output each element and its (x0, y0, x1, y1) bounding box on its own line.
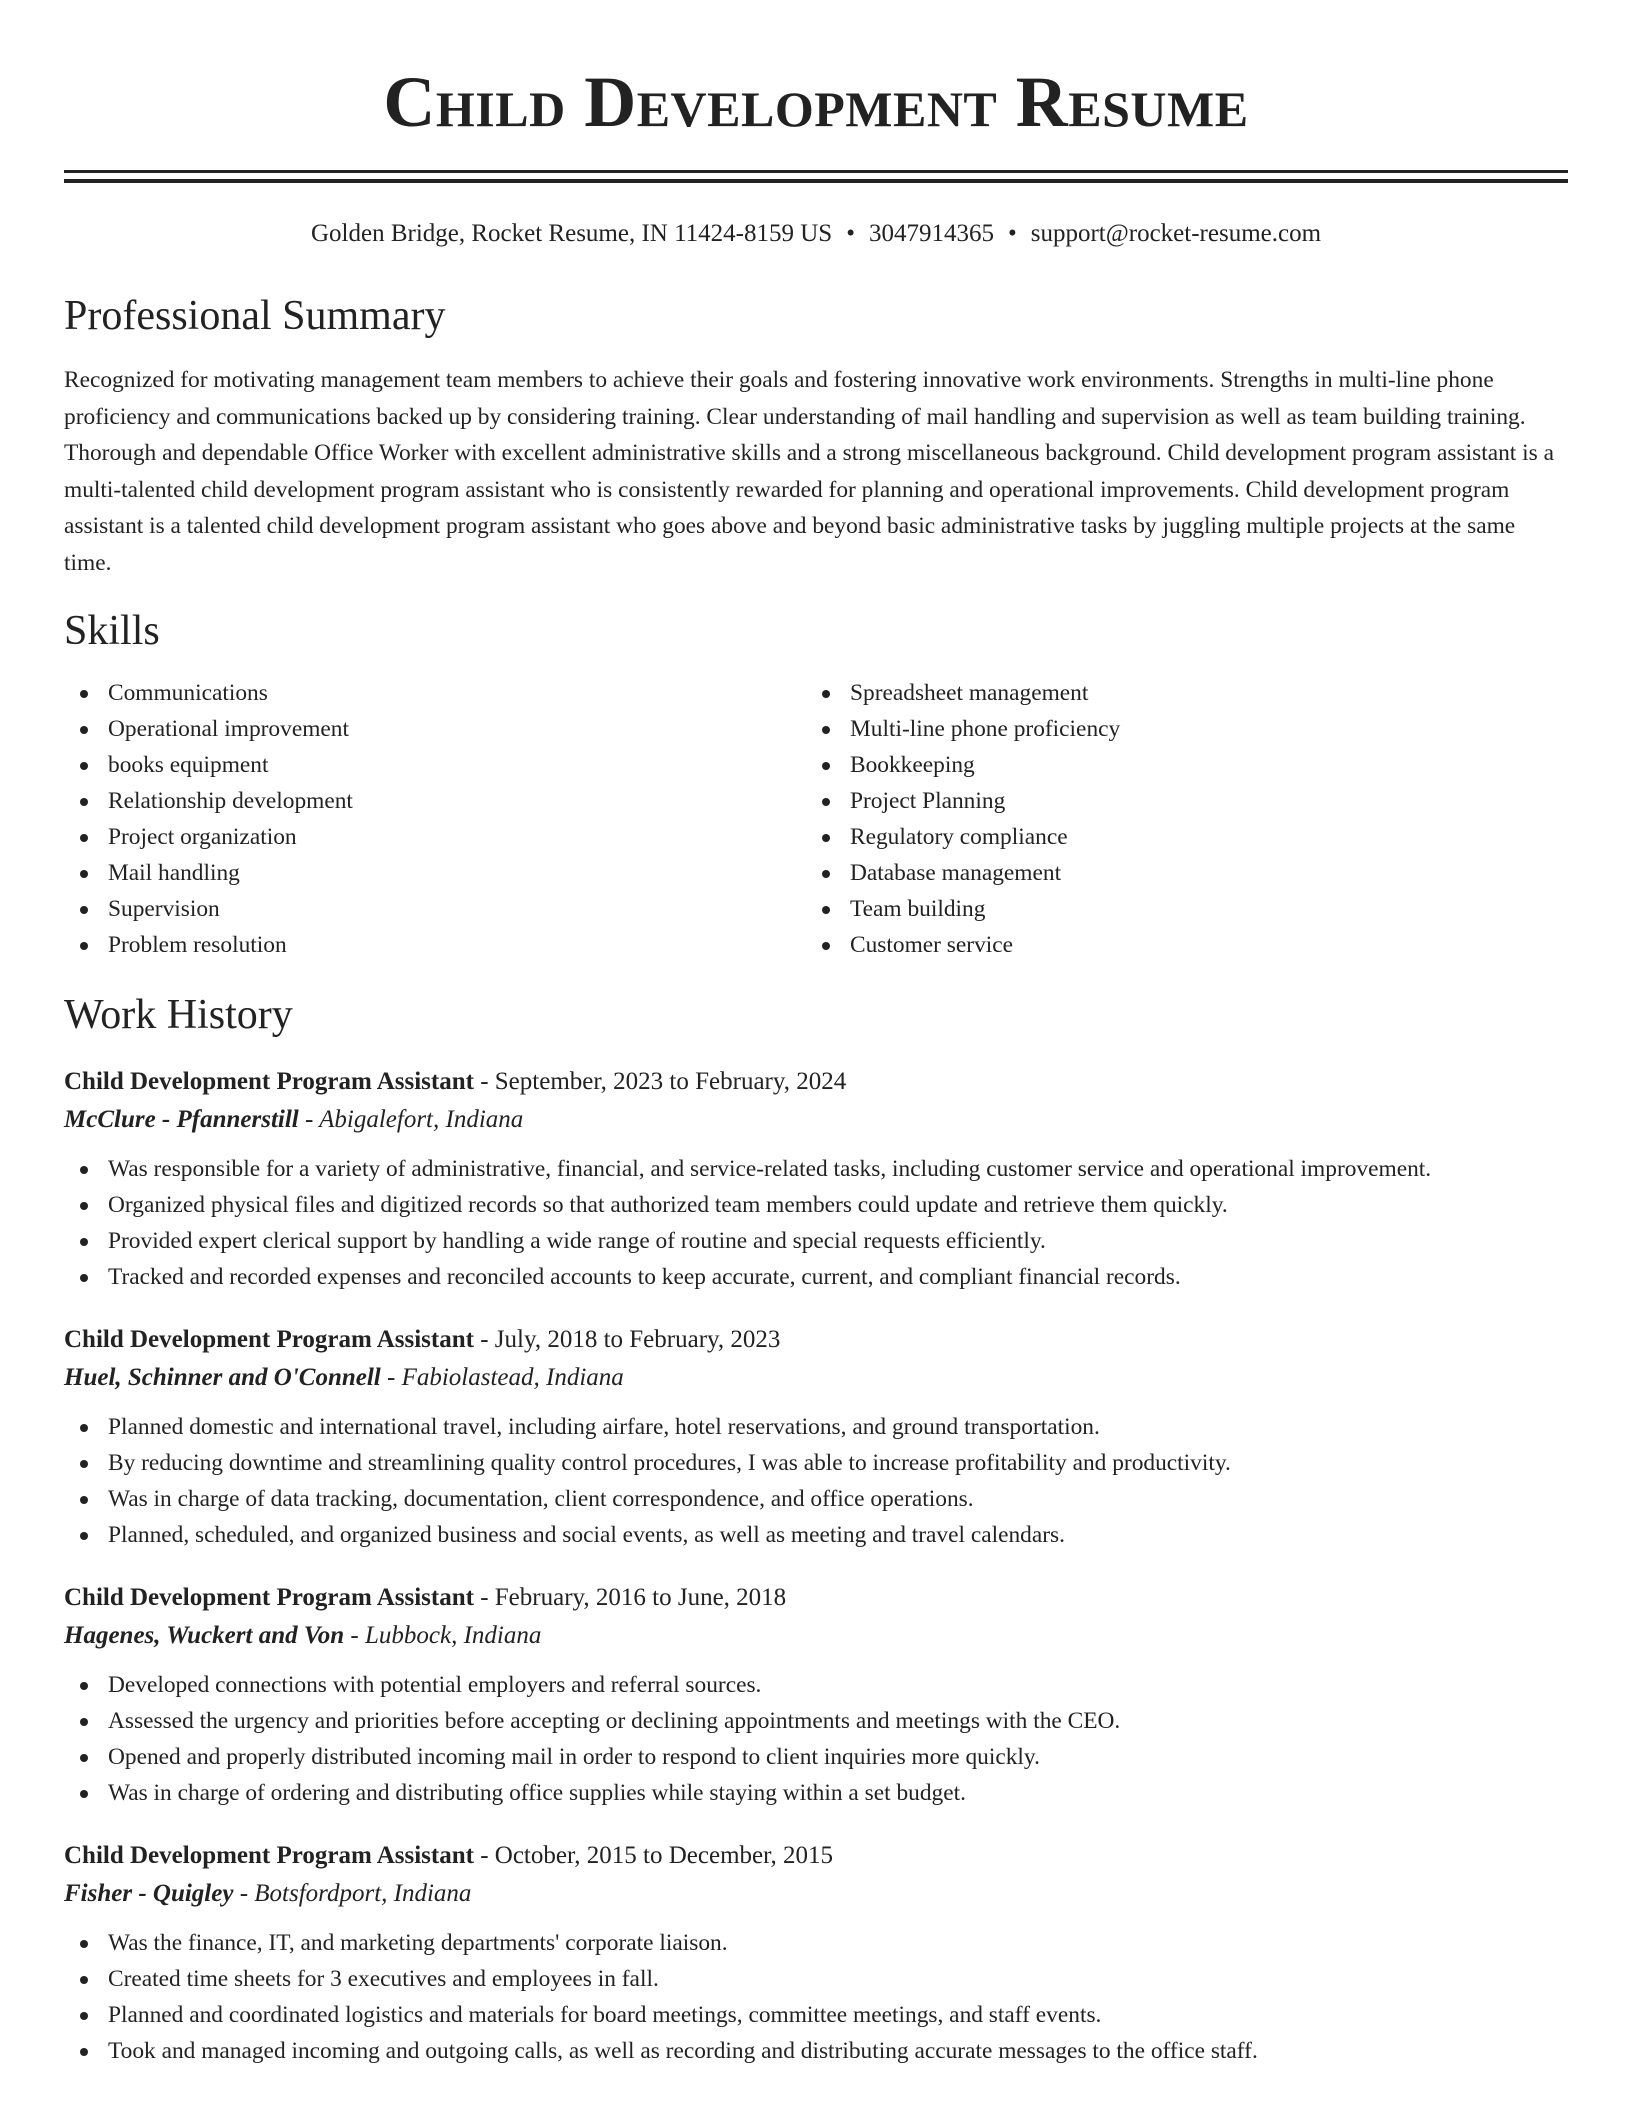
skill-item: Customer service (806, 927, 1548, 963)
skill-item: Project organization (64, 819, 806, 855)
job-location: - Botsfordport, Indiana (239, 1880, 472, 1907)
job-title: Child Development Program Assistant (64, 1842, 474, 1869)
job-title: Child Development Program Assistant (64, 1326, 474, 1353)
job-company-line (64, 1359, 1568, 1397)
job-company: McClure - Pfannerstill (64, 1106, 299, 1133)
job-company: Fisher - Quigley (64, 1880, 234, 1907)
resume-page (64, 0, 1568, 2069)
job-bullet: By reducing downtime and streamlining quality control procedures, I was able to increase profitability and productivity. (64, 1445, 1568, 1481)
job-dates: - July, 2018 to February, 2023 (480, 1326, 781, 1353)
job-company-line (64, 1617, 1568, 1655)
job-bullet: Assessed the urgency and priorities before accepting or declining appointments and meetings with the CEO. (64, 1703, 1568, 1739)
skill-item: Project Planning (806, 783, 1548, 819)
job-bullets (64, 1409, 1568, 1553)
job-company: Huel, Schinner and O'Connell (64, 1364, 381, 1391)
title-divider-bottom (64, 179, 1568, 183)
skill-item: Bookkeeping (806, 747, 1548, 783)
skills-list-left (64, 675, 806, 963)
job-location: - Lubbock, Indiana (350, 1622, 542, 1649)
job-bullets (64, 1667, 1568, 1811)
job-title: Child Development Program Assistant (64, 1584, 474, 1611)
contact-separator: • (1007, 220, 1017, 247)
job-company-line (64, 1875, 1568, 1913)
skills-heading: Skills (64, 608, 160, 654)
contact-phone: 3047914365 (868, 220, 994, 247)
skill-item: Mail handling (64, 855, 806, 891)
job-bullet: Planned and coordinated logistics and materials for board meetings, committee meetings, and staff events. (64, 1997, 1568, 2033)
job-bullet: Tracked and recorded expenses and reconciled accounts to keep accurate, current, and compliant financial records. (64, 1259, 1568, 1295)
job-bullets (64, 1925, 1568, 2069)
skill-item: Communications (64, 675, 806, 711)
job-bullet: Organized physical files and digitized records so that authorized team members could update and retrieve them quickly. (64, 1187, 1568, 1223)
job-dates: - September, 2023 to February, 2024 (480, 1068, 847, 1095)
job-dates: - February, 2016 to June, 2018 (480, 1584, 787, 1611)
resume-title: Child Development Resume (383, 62, 1249, 142)
job-entry (64, 1579, 1568, 1811)
job-company-line (64, 1101, 1568, 1139)
job-bullet: Was responsible for a variety of administrative, financial, and service-related tasks, including customer service and operational improvement. (64, 1151, 1568, 1187)
skill-item: Multi-line phone proficiency (806, 711, 1548, 747)
job-bullet: Opened and properly distributed incoming mail in order to respond to client inquiries more quickly. (64, 1739, 1568, 1775)
job-bullet: Provided expert clerical support by handling a wide range of routine and special requests efficiently. (64, 1223, 1568, 1259)
summary-heading: Professional Summary (64, 293, 446, 339)
skills-list-right (806, 675, 1548, 963)
job-bullet: Was in charge of data tracking, documentation, client correspondence, and office operations. (64, 1481, 1568, 1517)
summary-text: Recognized for motivating management team members to achieve their goals and fostering innovative work environments. Strengths in multi-line phone proficiency and communications backed up by considering training. Clear understanding of mail handling and supervision as well as team building training. Thorough and dependable Office Worker with excellent administrative skills and a strong miscellaneous background. Child development program assistant is a multi-talented child development program assistant who is consistently rewarded for planning and operational improvements. Child development program assistant is a talented child development program assistant who goes above and beyond basic administrative tasks by juggling multiple projects at the same time. (64, 367, 1554, 576)
job-bullet: Was the finance, IT, and marketing departments' corporate liaison. (64, 1925, 1568, 1961)
skill-item: Relationship development (64, 783, 806, 819)
job-location: - Fabiolastead, Indiana (387, 1364, 624, 1391)
job-dates: - October, 2015 to December, 2015 (480, 1842, 833, 1869)
job-title-line (64, 1321, 1568, 1359)
skill-item: Problem resolution (64, 927, 806, 963)
job-entry (64, 1837, 1568, 2069)
job-title-line (64, 1579, 1568, 1617)
job-title: Child Development Program Assistant (64, 1068, 474, 1095)
job-location: - Abigalefort, Indiana (305, 1106, 524, 1133)
skill-item: books equipment (64, 747, 806, 783)
contact-address: Golden Bridge, Rocket Resume, IN 11424-8159 US (310, 220, 833, 247)
job-bullets (64, 1151, 1568, 1295)
job-title-line (64, 1837, 1568, 1875)
skill-item: Team building (806, 891, 1548, 927)
job-bullet: Took and managed incoming and outgoing calls, as well as recording and distributing accurate messages to the office staff. (64, 2033, 1568, 2069)
job-bullet: Planned domestic and international travel, including airfare, hotel reservations, and ground transportation. (64, 1409, 1568, 1445)
job-entry (64, 1063, 1568, 1295)
job-bullet: Was in charge of ordering and distributing office supplies while staying within a set budget. (64, 1775, 1568, 1811)
job-bullet: Developed connections with potential employers and referral sources. (64, 1667, 1568, 1703)
skill-item: Supervision (64, 891, 806, 927)
contact-email: support@rocket-resume.com (1030, 220, 1322, 247)
contact-separator: • (846, 220, 855, 247)
job-entry (64, 1321, 1568, 1553)
job-company: Hagenes, Wuckert and Von (64, 1622, 345, 1649)
skills-columns (64, 675, 1568, 963)
work-history-heading: Work History (64, 992, 293, 1038)
job-title-line (64, 1063, 1568, 1101)
title-divider-top (64, 170, 1568, 173)
skill-item: Operational improvement (64, 711, 806, 747)
skill-item: Regulatory compliance (806, 819, 1548, 855)
skill-item: Spreadsheet management (806, 675, 1548, 711)
job-bullet: Created time sheets for 3 executives and employees in fall. (64, 1961, 1568, 1997)
skill-item: Database management (806, 855, 1548, 891)
contact-line (64, 219, 1568, 249)
job-bullet: Planned, scheduled, and organized business and social events, as well as meeting and travel calendars. (64, 1517, 1568, 1553)
